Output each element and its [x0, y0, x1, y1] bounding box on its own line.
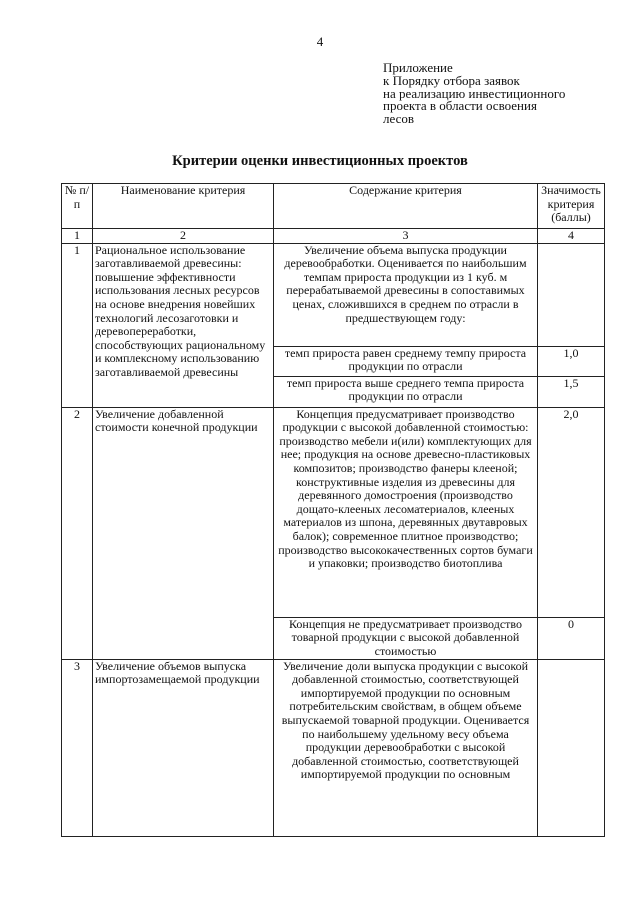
appendix-line: Приложение	[383, 60, 453, 75]
option-score: 0	[538, 617, 605, 659]
table-header-row	[62, 184, 605, 229]
table-row	[62, 407, 605, 617]
appendix-line: на реализацию инвестиционного	[383, 85, 566, 101]
criteria-table	[61, 183, 605, 837]
row-num: 1	[62, 243, 93, 407]
header-name: Наименование критерия	[93, 184, 274, 229]
page-number: 4	[316, 34, 324, 49]
document-title: Критерии оценки инвестиционных проектов	[172, 153, 468, 169]
table-row	[62, 243, 605, 346]
criterion-name: Увеличение объемов выпуска импортозамещаемой продукции	[93, 659, 274, 836]
option-score: 1,0	[538, 346, 605, 376]
criterion-name: Увеличение добавленной стоимости конечной продукции	[93, 407, 274, 659]
row-num: 3	[62, 659, 93, 836]
criterion-score: 2,0	[538, 407, 605, 617]
column-index: 2	[93, 229, 274, 244]
appendix-line: проекта в области освоения	[383, 98, 537, 114]
appendix-line: лесов	[383, 111, 414, 127]
criterion-name: Рациональное использование заготавливаемой древесины: повышение эффективности использования лесных ресурсов на основе внедрения новейших технологий лесозаготовки и деревопереработки, способствующих рациональному и комплексному использованию заготавливаемой древесины	[93, 243, 274, 407]
header-content: Содержание критерия	[274, 184, 538, 229]
row-num: 2	[62, 407, 93, 659]
column-index: 1	[62, 229, 93, 244]
table-row	[62, 659, 605, 836]
criterion-option: темп прироста равен среднему темпу прироста продукции по отрасли	[274, 346, 538, 376]
header-num: № п/п	[62, 184, 93, 229]
column-index: 3	[274, 229, 538, 244]
criterion-option: Концепция не предусматривает производство товарной продукции с высокой добавленной стоимостью	[274, 617, 538, 659]
column-index-row	[62, 229, 605, 244]
criterion-score	[538, 243, 605, 346]
criterion-content: Концепция предусматривает производство продукции с высокой добавленной стоимостью: производство мебели и(или) комплектующих для нее; продукция на основе древесно-пластиковых композитов; производство фанеры клееной; конструктивные изделия из древесины для деревянного домостроения (производство дощато-клееных лесоматериалов, клееных материалов из шпона, деревянных двутавровых балок); современное плитное производство; производство высококачественных сортов бумаги и упаковки; производство биотоплива	[274, 407, 538, 617]
appendix-line: к Порядку отбора заявок	[383, 72, 520, 88]
option-score: 1,5	[538, 376, 605, 407]
criterion-content: Увеличение доли выпуска продукции с высокой добавленной стоимостью, соответствующей импортируемой продукции по основным потребительским свойствам, в общем объеме выпускаемой товарной продукции. Оценивается по наибольшему удельному весу объема продукции деревообработки с высокой добавленной стоимостью, соответствующей импортируемой продукции по основным	[274, 659, 538, 836]
column-index: 4	[538, 229, 605, 244]
criterion-score	[538, 659, 605, 836]
appendix-note	[383, 62, 565, 126]
criterion-content: Увеличение объема выпуска продукции деревообработки. Оценивается по наибольшим темпам прироста продукции из 1 куб. м перерабатываемой древесины в сопоставимых ценах, сложившихся в среднем по отрасли в предшествующем году:	[274, 243, 538, 346]
criterion-option: темп прироста выше среднего темпа прироста продукции по отрасли	[274, 376, 538, 407]
header-score: Значимость критерия (баллы)	[538, 184, 605, 229]
